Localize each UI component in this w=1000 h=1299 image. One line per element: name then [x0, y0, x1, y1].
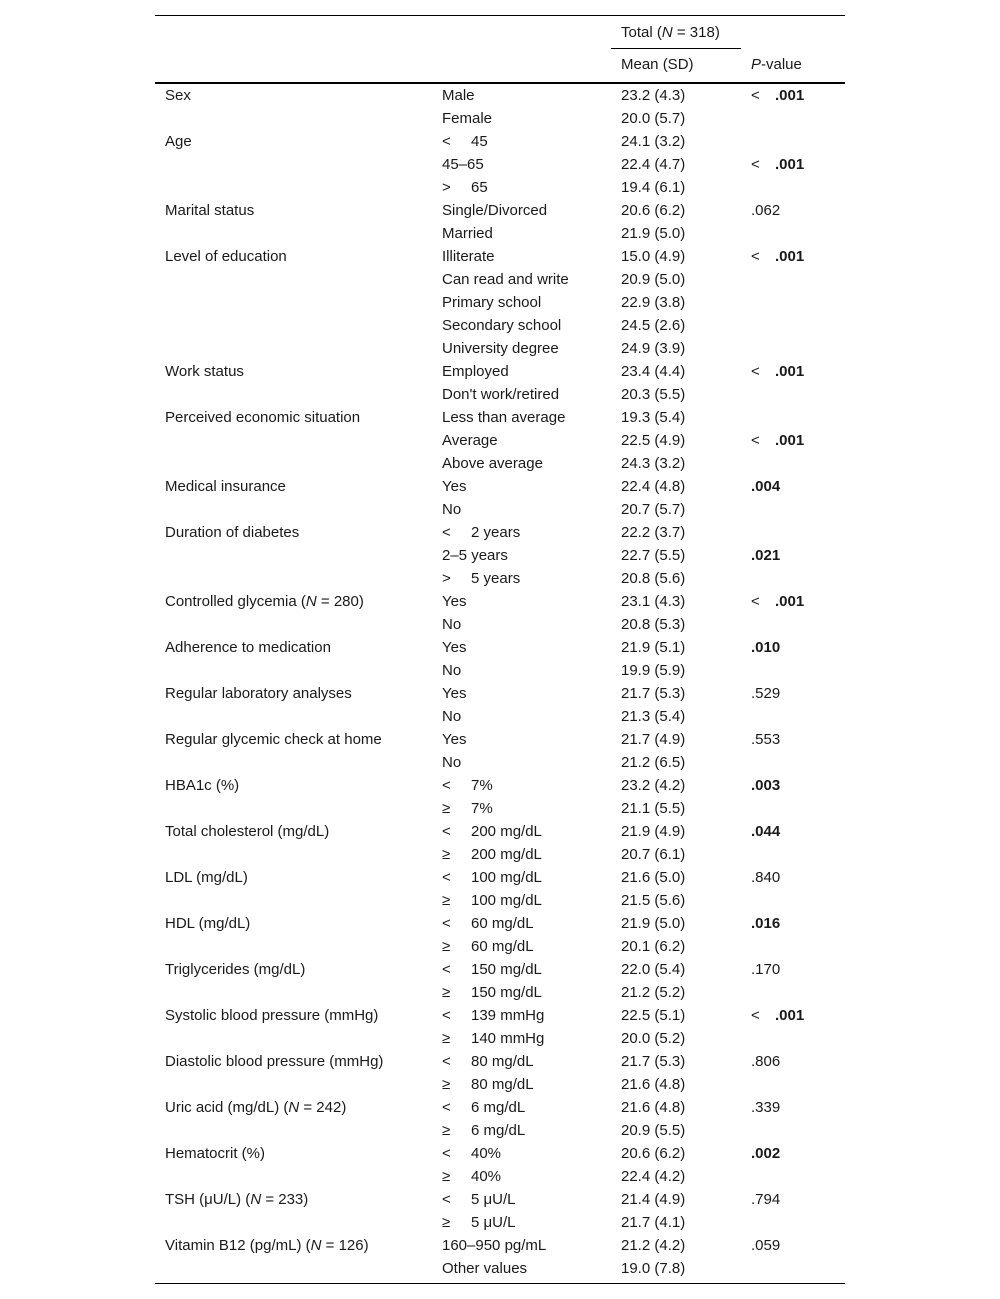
variable-label: Adherence to medication	[165, 639, 331, 656]
variable-label: Vitamin B12 (pg/mL) (N = 126)	[165, 1237, 369, 1254]
mean-sd-value: 21.5 (5.6)	[621, 892, 686, 909]
mean-sd-value: 20.8 (5.3)	[621, 616, 686, 633]
category-label: Secondary school	[442, 317, 562, 334]
p-value-header-p: P	[751, 56, 762, 73]
mean-sd-value: 21.7 (4.9)	[621, 731, 686, 748]
p-value: < .001	[751, 593, 805, 610]
category-label: ≥ 6 mg/dL	[442, 1122, 526, 1139]
mean-sd-value: 22.4 (4.2)	[621, 1168, 686, 1185]
mean-sd-value: 23.2 (4.2)	[621, 777, 686, 794]
mean-sd-value: 24.1 (3.2)	[621, 133, 686, 150]
category-label: Other values	[442, 1260, 528, 1277]
variable-label: Level of education	[165, 248, 287, 265]
mean-sd-value: 20.9 (5.0)	[621, 271, 686, 288]
table-header	[155, 16, 845, 84]
category-label: Yes	[442, 731, 467, 748]
mean-sd-value: 21.2 (5.2)	[621, 984, 686, 1001]
variable-label: Work status	[165, 363, 244, 380]
category-label: Above average	[442, 455, 543, 472]
p-value: < .001	[751, 1007, 805, 1024]
mean-sd-value: 21.2 (4.2)	[621, 1237, 686, 1254]
category-label: < 6 mg/dL	[442, 1099, 526, 1116]
category-label: Less than average	[442, 409, 566, 426]
category-label: ≥ 200 mg/dL	[442, 846, 542, 863]
table-row	[155, 1212, 845, 1235]
table-row	[155, 1258, 845, 1281]
category-label: No	[442, 662, 462, 679]
variable-label: Medical insurance	[165, 478, 286, 495]
table-row	[155, 959, 845, 982]
mean-sd-value: 23.2 (4.3)	[621, 87, 686, 104]
mean-sd-value: 22.9 (3.8)	[621, 294, 686, 311]
table-row	[155, 246, 845, 269]
category-label: ≥ 60 mg/dL	[442, 938, 534, 955]
mean-sd-value: 20.8 (5.6)	[621, 570, 686, 587]
variable-label: Total cholesterol (mg/dL)	[165, 823, 330, 840]
category-label: > 65	[442, 179, 488, 196]
variable-label: LDL (mg/dL)	[165, 869, 248, 886]
category-label: < 80 mg/dL	[442, 1053, 534, 1070]
mean-sd-value: 21.9 (5.1)	[621, 639, 686, 656]
p-value-header-rest: -value	[761, 56, 802, 73]
mean-sd-value: 20.6 (6.2)	[621, 202, 686, 219]
mean-sd-value: 24.3 (3.2)	[621, 455, 686, 472]
table-row	[155, 154, 845, 177]
category-label: Employed	[442, 363, 509, 380]
category-label: Female	[442, 110, 493, 127]
total-header-n: N	[661, 24, 673, 41]
table-row	[155, 913, 845, 936]
table-row	[155, 798, 845, 821]
category-label: ≥ 80 mg/dL	[442, 1076, 534, 1093]
table-row	[155, 1143, 845, 1166]
table-row	[155, 568, 845, 591]
table-row	[155, 775, 845, 798]
p-value: .553	[751, 731, 781, 748]
mean-sd-value: 22.0 (5.4)	[621, 961, 686, 978]
table-row	[155, 292, 845, 315]
mean-sd-value: 23.4 (4.4)	[621, 363, 686, 380]
mean-sd-value: 20.6 (6.2)	[621, 1145, 686, 1162]
table-row	[155, 1097, 845, 1120]
p-value: .016	[751, 915, 781, 932]
table-row	[155, 407, 845, 430]
category-label: ≥ 100 mg/dL	[442, 892, 542, 909]
mean-sd-value: 21.6 (5.0)	[621, 869, 686, 886]
p-value: .840	[751, 869, 781, 886]
table-row	[155, 200, 845, 223]
category-label: ≥ 150 mg/dL	[442, 984, 542, 1001]
table-row	[155, 361, 845, 384]
category-label: No	[442, 754, 462, 771]
mean-sd-value: 19.0 (7.8)	[621, 1260, 686, 1277]
table-row	[155, 1166, 845, 1189]
category-label: Yes	[442, 685, 467, 702]
p-value: .002	[751, 1145, 781, 1162]
mean-sd-value: 20.0 (5.2)	[621, 1030, 686, 1047]
category-label: Yes	[442, 639, 467, 656]
mean-sd-value: 21.9 (5.0)	[621, 225, 686, 242]
mean-sd-value: 22.4 (4.7)	[621, 156, 686, 173]
table-row	[155, 108, 845, 131]
mean-sd-value: 20.9 (5.5)	[621, 1122, 686, 1139]
mean-sd-value: 22.2 (3.7)	[621, 524, 686, 541]
variable-label: HBA1c (%)	[165, 777, 240, 794]
category-label: < 2 years	[442, 524, 521, 541]
p-value: .003	[751, 777, 781, 794]
p-value-header	[751, 56, 802, 73]
mean-sd-value: 19.3 (5.4)	[621, 409, 686, 426]
table-row	[155, 545, 845, 568]
table-row	[155, 660, 845, 683]
category-label: 2–5 years	[442, 547, 508, 564]
mean-sd-value: 22.4 (4.8)	[621, 478, 686, 495]
mean-sd-value: 21.2 (6.5)	[621, 754, 686, 771]
mean-sd-value: 21.9 (5.0)	[621, 915, 686, 932]
mean-sd-value: 20.7 (6.1)	[621, 846, 686, 863]
category-label: ≥ 5 μU/L	[442, 1214, 516, 1231]
category-label: < 7%	[442, 777, 493, 794]
mean-sd-value: 21.7 (4.1)	[621, 1214, 686, 1231]
category-label: Can read and write	[442, 271, 569, 288]
category-label: Yes	[442, 593, 467, 610]
table-row	[155, 844, 845, 867]
p-value: .021	[751, 547, 781, 564]
variable-label: Systolic blood pressure (mmHg)	[165, 1007, 379, 1024]
variable-label: Regular glycemic check at home	[165, 731, 382, 748]
table-row	[155, 1051, 845, 1074]
mean-sd-value: 24.9 (3.9)	[621, 340, 686, 357]
p-value: .170	[751, 961, 781, 978]
p-value: .010	[751, 639, 781, 656]
category-label: Illiterate	[442, 248, 495, 265]
mean-sd-value: 19.4 (6.1)	[621, 179, 686, 196]
table-row	[155, 1028, 845, 1051]
category-label: < 5 μU/L	[442, 1191, 516, 1208]
category-label: Average	[442, 432, 498, 449]
table-row	[155, 936, 845, 959]
mean-sd-value: 20.0 (5.7)	[621, 110, 686, 127]
category-label: Primary school	[442, 294, 542, 311]
p-value: .059	[751, 1237, 781, 1254]
table-row	[155, 1235, 845, 1258]
p-value: .004	[751, 478, 781, 495]
p-value: .062	[751, 202, 781, 219]
total-header	[621, 24, 720, 41]
mean-sd-value: 22.7 (5.5)	[621, 547, 686, 564]
variable-label: HDL (mg/dL)	[165, 915, 251, 932]
table-row	[155, 85, 845, 108]
variable-label: Duration of diabetes	[165, 524, 300, 541]
mean-sd-value: 22.5 (4.9)	[621, 432, 686, 449]
mean-sd-value: 21.7 (5.3)	[621, 685, 686, 702]
mean-sd-value: 23.1 (4.3)	[621, 593, 686, 610]
variable-label: Diastolic blood pressure (mmHg)	[165, 1053, 384, 1070]
mean-sd-value: 21.4 (4.9)	[621, 1191, 686, 1208]
p-value: < .001	[751, 156, 805, 173]
category-label: < 200 mg/dL	[442, 823, 542, 840]
mean-sd-value: 22.5 (5.1)	[621, 1007, 686, 1024]
category-label: No	[442, 616, 462, 633]
variable-label: Hematocrit (%)	[165, 1145, 266, 1162]
statistics-table	[155, 15, 845, 1284]
table-body	[155, 84, 845, 1283]
table-row	[155, 1120, 845, 1143]
variable-label: Marital status	[165, 202, 255, 219]
mean-sd-value: 21.6 (4.8)	[621, 1076, 686, 1093]
table-row	[155, 982, 845, 1005]
table-row	[155, 706, 845, 729]
p-value: .794	[751, 1191, 781, 1208]
category-label: Yes	[442, 478, 467, 495]
table-row	[155, 453, 845, 476]
table-row	[155, 614, 845, 637]
table-row	[155, 131, 845, 154]
p-value: .339	[751, 1099, 781, 1116]
p-value: < .001	[751, 248, 805, 265]
p-value: < .001	[751, 432, 805, 449]
table-row	[155, 729, 845, 752]
p-value: < .001	[751, 87, 805, 104]
table-row	[155, 752, 845, 775]
variable-label: Controlled glycemia (N = 280)	[165, 593, 364, 610]
p-value: < .001	[751, 363, 805, 380]
table-row	[155, 867, 845, 890]
table-row	[155, 476, 845, 499]
category-label: Single/Divorced	[442, 202, 548, 219]
table-row	[155, 430, 845, 453]
category-label: > 5 years	[442, 570, 521, 587]
category-label: Don't work/retired	[442, 386, 560, 403]
mean-sd-value: 21.1 (5.5)	[621, 800, 686, 817]
category-label: < 139 mmHg	[442, 1007, 545, 1024]
table-row	[155, 522, 845, 545]
variable-label: Uric acid (mg/dL) (N = 242)	[165, 1099, 347, 1116]
category-label: 160–950 pg/mL	[442, 1237, 547, 1254]
table-row	[155, 315, 845, 338]
total-header-suffix: = 318)	[672, 24, 720, 41]
category-label: < 100 mg/dL	[442, 869, 542, 886]
category-label: ≥ 40%	[442, 1168, 502, 1185]
table-row	[155, 821, 845, 844]
table-row	[155, 1074, 845, 1097]
table-row	[155, 890, 845, 913]
variable-label: Regular laboratory analyses	[165, 685, 352, 702]
category-label: Male	[442, 87, 475, 104]
mean-sd-value: 21.3 (5.4)	[621, 708, 686, 725]
total-header-prefix: Total (	[621, 24, 662, 41]
variable-label: Age	[165, 133, 192, 150]
mean-sd-value: 21.7 (5.3)	[621, 1053, 686, 1070]
table-row	[155, 637, 845, 660]
mean-sd-value: 21.9 (4.9)	[621, 823, 686, 840]
mean-sd-value: 21.6 (4.8)	[621, 1099, 686, 1116]
table-row	[155, 499, 845, 522]
variable-label: TSH (μU/L) (N = 233)	[165, 1191, 309, 1208]
mean-sd-value: 15.0 (4.9)	[621, 248, 686, 265]
category-label: < 150 mg/dL	[442, 961, 542, 978]
category-label: < 40%	[442, 1145, 502, 1162]
category-label: < 45	[442, 133, 488, 150]
mean-sd-value: 20.3 (5.5)	[621, 386, 686, 403]
table-row	[155, 223, 845, 246]
table-row	[155, 1005, 845, 1028]
p-value: .806	[751, 1053, 781, 1070]
table-row	[155, 338, 845, 361]
p-value: .529	[751, 685, 781, 702]
table-row	[155, 591, 845, 614]
variable-label: Perceived economic situation	[165, 409, 361, 426]
category-label: Married	[442, 225, 493, 242]
mean-sd-value: 19.9 (5.9)	[621, 662, 686, 679]
category-label: No	[442, 708, 462, 725]
mean-sd-value: 24.5 (2.6)	[621, 317, 686, 334]
mean-sd-header: Mean (SD)	[621, 56, 694, 73]
mean-sd-value: 20.1 (6.2)	[621, 938, 686, 955]
category-label: ≥ 140 mmHg	[442, 1030, 545, 1047]
category-label: 45–65	[442, 156, 484, 173]
category-label: ≥ 7%	[442, 800, 493, 817]
table-row	[155, 177, 845, 200]
table-row	[155, 384, 845, 407]
category-label: University degree	[442, 340, 559, 357]
p-value: .044	[751, 823, 781, 840]
header-divider	[611, 48, 741, 49]
category-label: No	[442, 501, 462, 518]
table-row	[155, 1189, 845, 1212]
variable-label: Sex	[165, 87, 191, 104]
category-label: < 60 mg/dL	[442, 915, 534, 932]
variable-label: Triglycerides (mg/dL)	[165, 961, 306, 978]
table-row	[155, 269, 845, 292]
table-row	[155, 683, 845, 706]
mean-sd-value: 20.7 (5.7)	[621, 501, 686, 518]
